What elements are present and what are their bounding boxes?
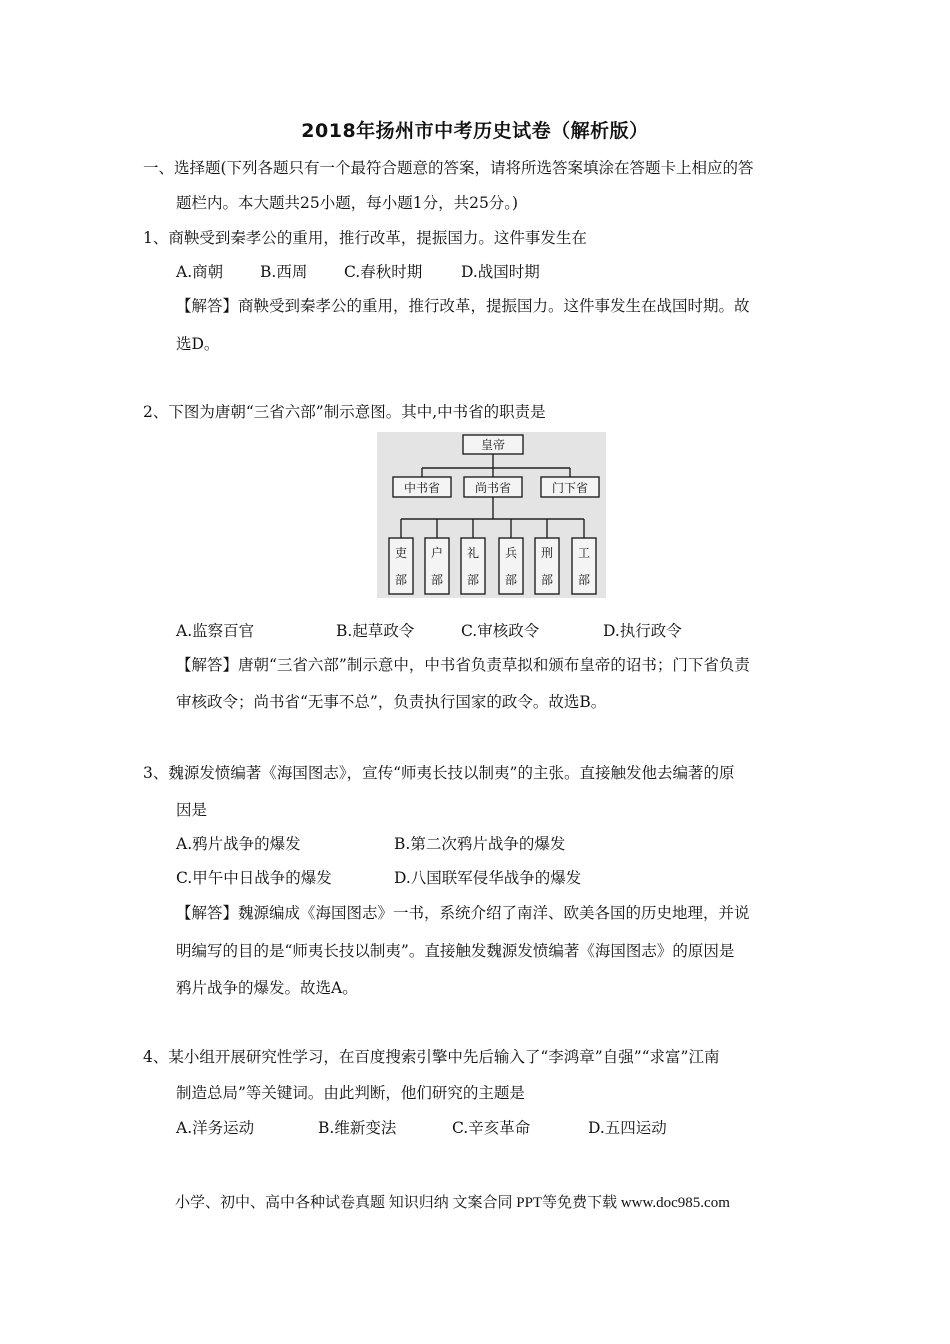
question-4-stem-line-2: 制造总局”等关键词。由此判断，他们研究的主题是 (176, 1084, 525, 1102)
question-1-stem: 1、商鞅受到秦孝公的重用，推行改革，提振国力。这件事发生在 (143, 229, 587, 247)
q3-answer-line-3: 鸦片战争的爆发。故选A。 (176, 979, 358, 997)
ministry-4-char-2: 部 (504, 573, 518, 587)
ministry-2-char-2: 部 (430, 573, 444, 587)
q3-option-a: A.鸦片战争的爆发 (176, 835, 301, 853)
q2-option-a: A.监察百官 (176, 622, 255, 640)
page-title: 2018年扬州市中考历史试卷（解析版） (301, 120, 649, 142)
ministry-4-char-1: 兵 (504, 546, 518, 560)
menxia-label: 门下省 (551, 481, 589, 495)
q3-option-d: D.八国联军侵华战争的爆发 (394, 869, 582, 887)
q3-option-c: C.甲午中日战争的爆发 (176, 869, 332, 887)
q2-option-c: C.审核政令 (461, 622, 540, 640)
question-3-stem-line-1: 3、魏源发愤编著《海国图志》，宣传“师夷长技以制夷”的主张。直接触发他去编著的原 (143, 764, 735, 782)
zhongshu-label: 中书省 (403, 481, 441, 495)
q1-answer-line-1: 【解答】商鞅受到秦孝公的重用，推行改革，提振国力。这件事发生在战国时期。故 (176, 297, 750, 315)
emperor-label: 皇帝 (480, 438, 506, 452)
q4-option-a: A.洋务运动 (176, 1119, 255, 1137)
q1-option-a: A.商朝 (176, 263, 224, 281)
section-heading-line-2: 题栏内。本大题共25小题，每小题1分，共25分。) (176, 194, 519, 212)
q4-option-d: D.五四运动 (588, 1119, 667, 1137)
question-4-stem-line-1: 4、某小组开展研究性学习，在百度搜索引擎中先后输入了“李鸿章”自强”“求富”江南 (143, 1048, 720, 1066)
page-footer: 小学、初中、高中各种试卷真题 知识归纳 文案合同 PPT等免费下载 www.doc985.com (175, 1195, 730, 1211)
ministry-6-char-1: 工 (577, 546, 591, 560)
q1-option-d: D.战国时期 (461, 263, 540, 281)
ministry-6-char-2: 部 (577, 573, 591, 587)
q1-option-b: B.西周 (260, 263, 308, 281)
ministry-5-char-2: 部 (540, 573, 554, 587)
section-heading-line-1: 一、选择题(下列各题只有一个最符合题意的答案，请将所选答案填涂在答题卡上相应的答 (143, 159, 754, 177)
q2-option-b: B.起草政令 (336, 622, 415, 640)
ministry-3-char-1: 礼 (466, 546, 480, 560)
q4-option-c: C.辛亥革命 (452, 1119, 531, 1137)
q1-option-c: C.春秋时期 (344, 263, 423, 281)
ministry-1-char-2: 部 (394, 573, 408, 587)
question-3-stem-line-2: 因是 (176, 801, 208, 819)
org-chart-svg (377, 432, 606, 598)
ministry-5-char-1: 刑 (540, 546, 554, 560)
q2-answer-line-2: 审核政令；尚书省“无事不总”，负责执行国家的政令。故选B。 (176, 693, 607, 711)
q3-answer-line-1: 【解答】魏源编成《海国图志》一书，系统介绍了南洋、欧美各国的历史地理，并说 (176, 904, 750, 922)
ministry-1-char-1: 吏 (394, 546, 408, 560)
question-2-stem: 2、下图为唐朝“三省六部”制示意图。其中,中书省的职责是 (143, 403, 546, 421)
q3-answer-line-2: 明编写的目的是“师夷长技以制夷”。直接触发魏源发愤编著《海国图志》的原因是 (176, 942, 735, 960)
ministry-3-char-2: 部 (466, 573, 480, 587)
ministry-2-char-1: 户 (430, 546, 444, 560)
three-departments-six-ministries-diagram (377, 432, 606, 598)
q2-answer-line-1: 【解答】唐朝“三省六部”制示意中，中书省负责草拟和颁布皇帝的诏书；门下省负责 (176, 656, 750, 674)
q2-option-d: D.执行政令 (603, 622, 682, 640)
q4-option-b: B.维新变法 (318, 1119, 397, 1137)
shangshu-label: 尚书省 (474, 481, 512, 495)
q1-answer-line-2: 选D。 (176, 335, 220, 353)
q3-option-b: B.第二次鸦片战争的爆发 (394, 835, 566, 853)
